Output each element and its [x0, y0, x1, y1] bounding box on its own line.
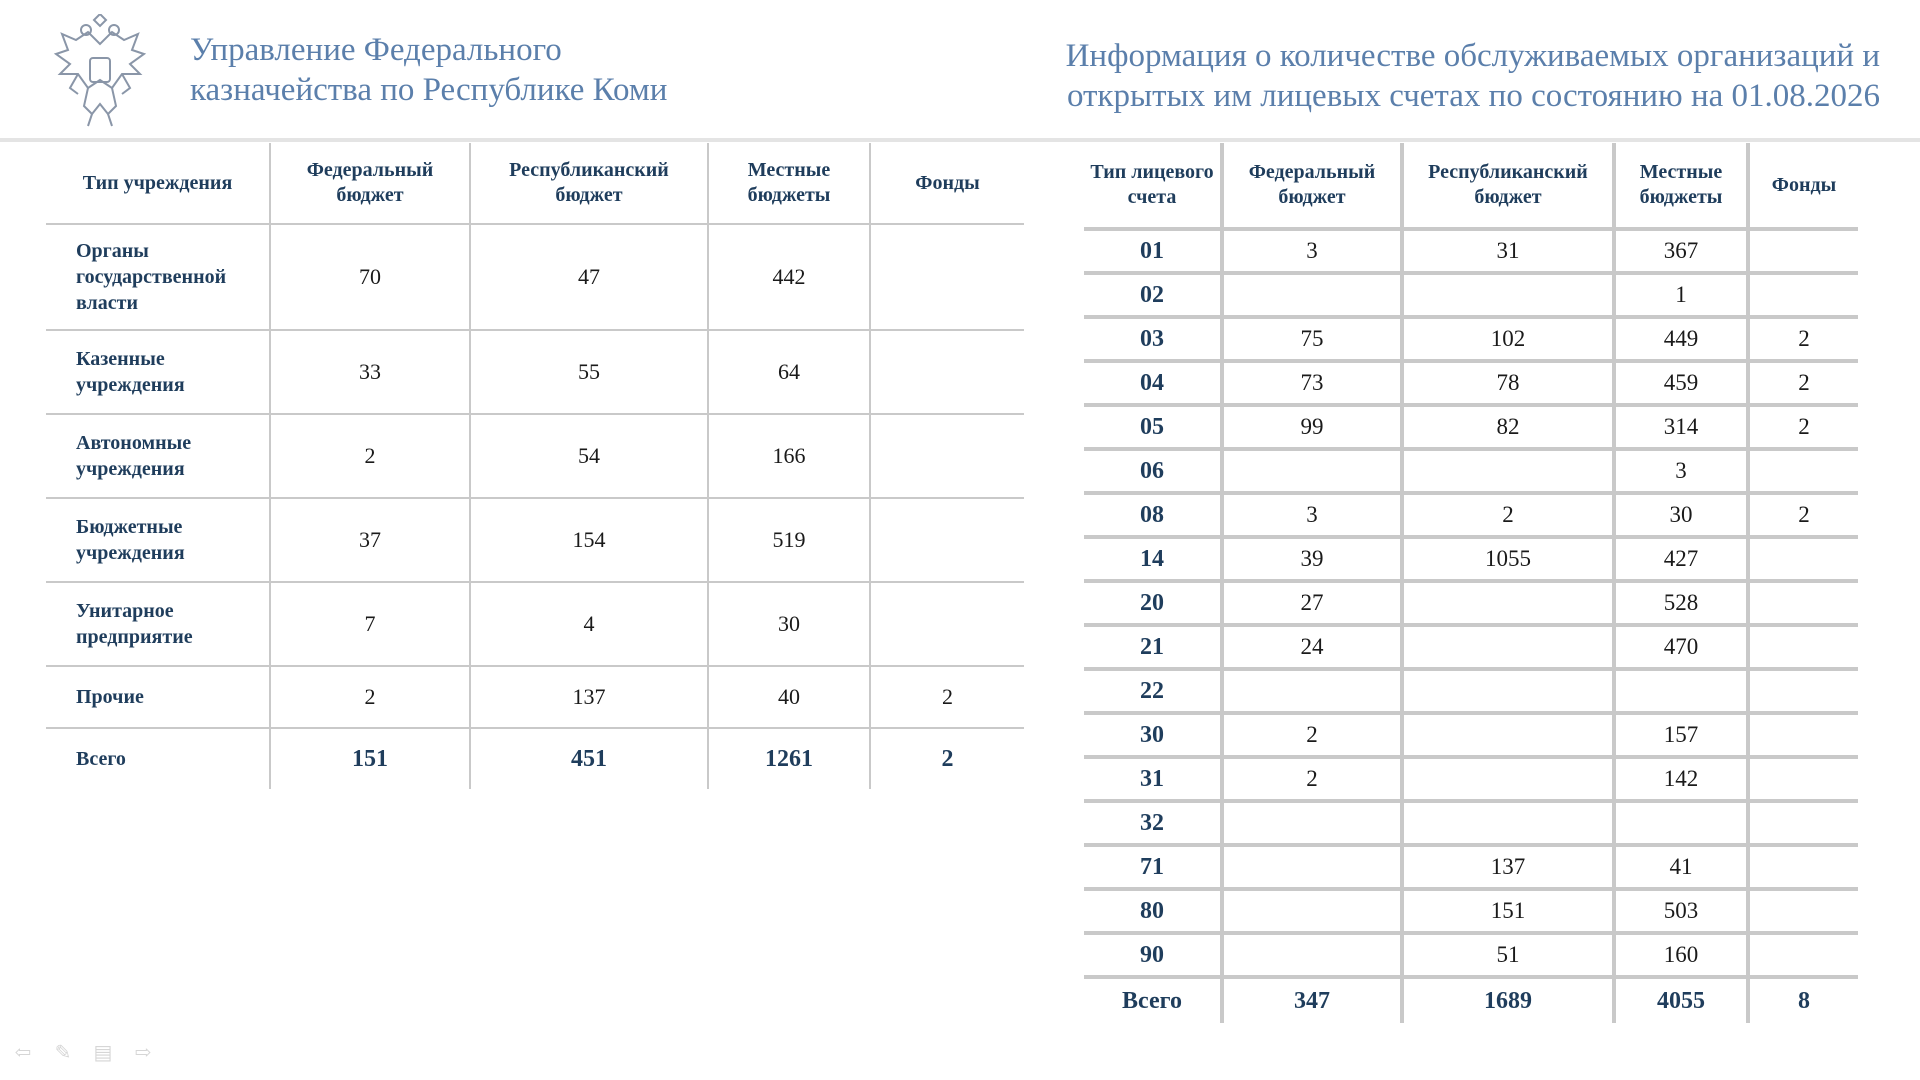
republic-value	[1402, 273, 1614, 317]
local-value: 142	[1614, 757, 1748, 801]
menu-icon[interactable]: ▤	[93, 1042, 113, 1064]
table-row	[1084, 449, 1858, 493]
report-title-line2: открытых им лицевых счетах по состоянию на 01.08.2026	[1066, 78, 1880, 114]
account-type: 06	[1084, 449, 1222, 493]
table-row	[1084, 317, 1858, 361]
funds-value	[870, 224, 1024, 330]
republic-total: 1689	[1402, 977, 1614, 1023]
table-row	[1084, 493, 1858, 537]
federal-value: 3	[1222, 493, 1402, 537]
federal-value	[1222, 889, 1402, 933]
account-type: 05	[1084, 405, 1222, 449]
funds-value	[1748, 581, 1858, 625]
institution-type: Казенные учреждения	[46, 330, 270, 414]
table-row	[46, 224, 1024, 330]
local-value: 459	[1614, 361, 1748, 405]
table-row	[46, 582, 1024, 666]
column-header: Фонды	[870, 143, 1024, 224]
institution-type: Прочие	[46, 666, 270, 728]
republic-value: 54	[470, 414, 708, 498]
account-type: 22	[1084, 669, 1222, 713]
table-header-row	[46, 143, 1024, 224]
table-row	[1084, 361, 1858, 405]
local-value: 503	[1614, 889, 1748, 933]
account-type: 80	[1084, 889, 1222, 933]
republic-value: 2	[1402, 493, 1614, 537]
total-label: Всего	[76, 748, 126, 770]
republic-value: 31	[1402, 229, 1614, 273]
republic-value: 4	[470, 582, 708, 666]
institution-type: Унитарное предприятие	[46, 582, 270, 666]
federal-value: 73	[1222, 361, 1402, 405]
republic-value: 151	[1402, 889, 1614, 933]
account-type: 20	[1084, 581, 1222, 625]
federal-total: 347	[1222, 977, 1402, 1023]
table-row	[46, 330, 1024, 414]
organization-title	[190, 30, 750, 110]
federal-value: 33	[270, 330, 470, 414]
funds-value	[1748, 757, 1858, 801]
federal-value: 70	[270, 224, 470, 330]
local-value: 1	[1614, 273, 1748, 317]
local-value: 449	[1614, 317, 1748, 361]
funds-value: 2	[1748, 405, 1858, 449]
republic-value	[1402, 625, 1614, 669]
table-header-row	[1084, 143, 1858, 229]
organization-title-line1: Управление Федерального	[190, 32, 562, 68]
republic-value: 55	[470, 330, 708, 414]
column-header: Республиканский бюджет	[1402, 143, 1614, 229]
funds-value	[1748, 889, 1858, 933]
funds-total: 2	[870, 728, 1024, 789]
column-header: Федеральный бюджет	[270, 143, 470, 224]
account-type: 32	[1084, 801, 1222, 845]
republic-value	[1402, 713, 1614, 757]
local-value: 64	[708, 330, 870, 414]
republic-value: 1055	[1402, 537, 1614, 581]
pen-icon[interactable]: ✎	[54, 1042, 72, 1064]
funds-value	[1748, 273, 1858, 317]
table-row	[1084, 713, 1858, 757]
federal-value	[1222, 845, 1402, 889]
institutions-table	[46, 143, 1024, 789]
accounts-table	[1084, 143, 1858, 1023]
column-header: Фонды	[1748, 143, 1858, 229]
table-row	[1084, 889, 1858, 933]
table-row	[1084, 625, 1858, 669]
report-title	[1020, 36, 1880, 116]
funds-value: 2	[1748, 317, 1858, 361]
federal-value: 37	[270, 498, 470, 582]
republic-value: 137	[470, 666, 708, 728]
federal-value	[1222, 669, 1402, 713]
local-value: 30	[708, 582, 870, 666]
table-row	[1084, 933, 1858, 977]
republic-value	[1402, 581, 1614, 625]
funds-value: 2	[1748, 361, 1858, 405]
local-value: 367	[1614, 229, 1748, 273]
institution-type: Автономные учреждения	[46, 414, 270, 498]
total-row	[46, 728, 1024, 789]
funds-value	[870, 582, 1024, 666]
table-row	[1084, 669, 1858, 713]
table-row	[46, 666, 1024, 728]
table-row	[1084, 581, 1858, 625]
account-type: 04	[1084, 361, 1222, 405]
local-value: 442	[708, 224, 870, 330]
funds-value: 2	[1748, 493, 1858, 537]
funds-value	[1748, 229, 1858, 273]
slide-navigation	[10, 1043, 156, 1063]
federal-value: 2	[1222, 713, 1402, 757]
table-row	[1084, 229, 1858, 273]
federal-value: 7	[270, 582, 470, 666]
republic-total: 451	[470, 728, 708, 789]
table-row	[1084, 845, 1858, 889]
funds-value	[1748, 537, 1858, 581]
funds-value	[870, 414, 1024, 498]
federal-value: 2	[270, 414, 470, 498]
federal-value: 2	[1222, 757, 1402, 801]
account-type: 08	[1084, 493, 1222, 537]
local-value: 528	[1614, 581, 1748, 625]
local-value	[1614, 801, 1748, 845]
table-row	[1084, 757, 1858, 801]
local-value	[1614, 669, 1748, 713]
federal-value	[1222, 933, 1402, 977]
funds-value	[870, 330, 1024, 414]
republic-value: 51	[1402, 933, 1614, 977]
republic-value	[1402, 757, 1614, 801]
table-row	[46, 414, 1024, 498]
funds-value	[1748, 669, 1858, 713]
account-type: 14	[1084, 537, 1222, 581]
institution-type: Бюджетные учреждения	[46, 498, 270, 582]
account-type: 01	[1084, 229, 1222, 273]
account-type: 02	[1084, 273, 1222, 317]
funds-value	[1748, 933, 1858, 977]
local-value: 314	[1614, 405, 1748, 449]
local-value: 157	[1614, 713, 1748, 757]
table-row	[1084, 273, 1858, 317]
funds-value	[1748, 449, 1858, 493]
local-value: 3	[1614, 449, 1748, 493]
total-label: Всего	[1122, 987, 1182, 1014]
account-type: 30	[1084, 713, 1222, 757]
republic-value: 78	[1402, 361, 1614, 405]
federal-value	[1222, 449, 1402, 493]
federal-value: 3	[1222, 229, 1402, 273]
federal-value: 75	[1222, 317, 1402, 361]
local-total: 1261	[708, 728, 870, 789]
local-value: 160	[1614, 933, 1748, 977]
republic-value	[1402, 669, 1614, 713]
federal-value	[1222, 273, 1402, 317]
institution-type: Органы государственной власти	[46, 224, 270, 330]
republic-value	[1402, 449, 1614, 493]
column-header: Местные бюджеты	[708, 143, 870, 224]
funds-value	[1748, 801, 1858, 845]
column-header: Федеральный бюджет	[1222, 143, 1402, 229]
account-type: 03	[1084, 317, 1222, 361]
table-row	[46, 498, 1024, 582]
republic-value	[1402, 801, 1614, 845]
account-type: 31	[1084, 757, 1222, 801]
republic-value: 47	[470, 224, 708, 330]
federal-value	[1222, 801, 1402, 845]
table-row	[1084, 537, 1858, 581]
local-value: 427	[1614, 537, 1748, 581]
funds-value	[1748, 713, 1858, 757]
funds-value: 2	[870, 666, 1024, 728]
account-type: 21	[1084, 625, 1222, 669]
local-value: 470	[1614, 625, 1748, 669]
column-header: Тип учреждения	[46, 143, 270, 224]
report-title-line1: Информация о количестве обслуживаемых организаций и	[1065, 38, 1880, 74]
local-value: 40	[708, 666, 870, 728]
column-header: Республиканский бюджет	[470, 143, 708, 224]
column-header: Местные бюджеты	[1614, 143, 1748, 229]
account-type: 90	[1084, 933, 1222, 977]
funds-value	[1748, 625, 1858, 669]
federal-value: 24	[1222, 625, 1402, 669]
column-header: Тип лицевого счета	[1084, 143, 1222, 229]
funds-value	[1748, 845, 1858, 889]
local-value: 41	[1614, 845, 1748, 889]
organization-title-line2: казначейства по Республике Коми	[190, 72, 668, 108]
republic-value: 102	[1402, 317, 1614, 361]
eagle-emblem-icon	[48, 14, 152, 130]
table-row	[1084, 405, 1858, 449]
local-total: 4055	[1614, 977, 1748, 1023]
federal-value: 39	[1222, 537, 1402, 581]
next-slide-icon[interactable]: ⇨	[134, 1042, 152, 1064]
header-divider	[0, 138, 1920, 142]
total-row	[1084, 977, 1858, 1023]
prev-slide-icon[interactable]: ⇦	[14, 1042, 32, 1064]
republic-value: 137	[1402, 845, 1614, 889]
local-value: 519	[708, 498, 870, 582]
account-type: 71	[1084, 845, 1222, 889]
funds-total: 8	[1748, 977, 1858, 1023]
local-value: 166	[708, 414, 870, 498]
table-row	[1084, 801, 1858, 845]
federal-total: 151	[270, 728, 470, 789]
federal-value: 99	[1222, 405, 1402, 449]
funds-value	[870, 498, 1024, 582]
federal-value: 2	[270, 666, 470, 728]
federal-value: 27	[1222, 581, 1402, 625]
local-value: 30	[1614, 493, 1748, 537]
republic-value: 82	[1402, 405, 1614, 449]
republic-value: 154	[470, 498, 708, 582]
